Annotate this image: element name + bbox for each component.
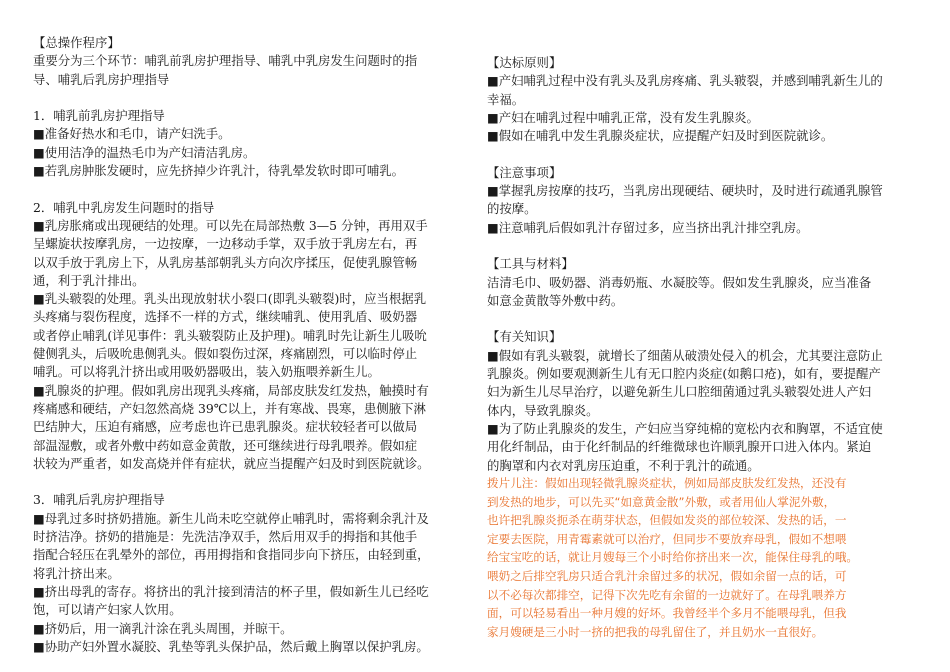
section-line: 饱，可以请产妇家人饮用。 bbox=[33, 602, 182, 618]
knowledge-line: 用化纤制品，由于化纤制品的纤维微球也许顺乳腺开口进入体内。紧迫 bbox=[487, 439, 872, 455]
standard-heading: 【达标原则】 bbox=[487, 55, 562, 70]
standard-line: ■产妇哺乳过程中没有乳头及乳房疼痛、乳头皲裂，并感到哺乳新生儿的 bbox=[487, 73, 883, 89]
section-line: 哺乳。可以将乳汁挤出或用吸奶器吸出，装入奶瓶喂养新生儿。 bbox=[33, 364, 380, 380]
section-title: 1．哺乳前乳房护理指导 bbox=[33, 108, 165, 124]
tools-line: 洁清毛巾、吸奶器、消毒奶瓶、水凝胶等。假如发生乳腺炎，应当准备 bbox=[487, 274, 872, 290]
section-line: 健侧乳头，后吸吮患侧乳头。假如裂伤过深，疼痛剧烈，可以临时停止 bbox=[33, 346, 418, 362]
knowledge-line: 的胸罩和内衣对乳房压迫重，不利于乳汁的疏通。 bbox=[487, 457, 760, 473]
tools-line: 如意金黄散等外敷中药。 bbox=[487, 292, 624, 308]
section-line: ■挤出母乳的寄存。将挤出的乳汁接到清洁的杯子里，假如新生儿已经吃 bbox=[33, 583, 429, 599]
section-line: 或者停止哺乳(详见事件：乳头皲裂防止及护理)。哺乳时先让新生儿吸吮 bbox=[33, 327, 427, 343]
cautions-line: ■注意哺乳后假如乳汁存留过多，应当挤出乳汁排空乳房。 bbox=[487, 219, 809, 235]
process-intro-line: 重要分为三个环节：哺乳前乳房护理指导、哺乳中乳房发生问题时的指 bbox=[33, 53, 418, 69]
annotation-line: 定要去医院，用青霉素就可以治疗，但同步不要放弃母乳，假如不想喂 bbox=[487, 531, 847, 546]
section-line: ■乳房胀痛或出现硬结的处理。可以先在局部热敷 3—5 分钟，再用双手 bbox=[33, 217, 428, 233]
section-line: 时挤洁净。挤奶的措施是：先洗洁净双手，然后用双手的拇指和其他手 bbox=[33, 529, 418, 545]
left-column bbox=[33, 34, 463, 656]
section-line: ■乳头皲裂的处理。乳头出现放射状小裂口(即乳头皲裂)时，应当根据乳 bbox=[33, 291, 427, 307]
process-intro-line: 导、哺乳后乳房护理指导 bbox=[33, 71, 170, 87]
knowledge-line: ■为了防止乳腺炎的发生，产妇应当穿纯棉的宽松内衣和胸罩，不适宜使 bbox=[487, 420, 883, 436]
cautions-line: ■掌握乳房按摩的技巧，当乳房出现硬结、硬块时，及时进行疏通乳腺管 bbox=[487, 183, 883, 199]
annotation-line: 给宝宝吃的话，就让月嫂每三个小时给你挤出来一次，能保住母乳的哦。 bbox=[487, 550, 859, 565]
section-title: 3．哺乳后乳房护理指导 bbox=[33, 492, 165, 508]
section-line: 以双手放于乳房上下，从乳房基部朝乳头方向次序揉压，促使乳腺管畅 bbox=[33, 254, 418, 270]
annotation-line: 也许把乳腺炎扼杀在萌芽状态，但假如发炎的部位较深、发热的话，一 bbox=[487, 513, 847, 528]
standard-line: 幸福。 bbox=[487, 91, 525, 107]
section-line: 指配合轻压在乳晕外的部位，再用拇指和食指同步向下挤压，由轻到重， bbox=[33, 547, 430, 563]
annotation-line: 家月嫂硬是三小时一挤的把我的母乳留住了，并且奶水一直很好。 bbox=[487, 624, 824, 639]
section-line: 疼痛感和硬结，产妇忽然高烧 39℃以上，并有寒战、畏寒，患侧腋下淋 bbox=[33, 400, 426, 416]
right-column bbox=[487, 54, 919, 475]
section-line: 通，利于乳汁排出。 bbox=[33, 272, 145, 288]
annotation-note bbox=[487, 474, 927, 641]
section-title: 2．哺乳中乳房发生问题时的指导 bbox=[33, 199, 215, 215]
annotation-line: 以不必每次都排空，记得下次先吃有余留的一边就好了。在母乳喂养方 bbox=[487, 587, 847, 602]
knowledge-heading: 【有关知识】 bbox=[487, 329, 562, 345]
standard-line: ■产妇在哺乳过程中哺乳正常，没有发生乳腺炎。 bbox=[487, 109, 759, 125]
cautions-line: 的按摩。 bbox=[487, 201, 537, 217]
cautions-heading: 【注意事项】 bbox=[487, 164, 562, 180]
section-line: 将乳汁挤出来。 bbox=[33, 565, 120, 581]
knowledge-line: 体内，导致乳腺炎。 bbox=[487, 402, 599, 418]
section-line: ■乳腺炎的护理。假如乳房出现乳头疼痛，局部皮肤发红发热，触摸时有 bbox=[33, 382, 429, 398]
annotation-line: 喂奶之后排空乳房只适合乳汁余留过多的状况，假如余留一点的话，可 bbox=[487, 568, 847, 583]
section-line: 状较为严重者，如发高烧并伴有症状，就应当提醒产妇及时到医院就诊。 bbox=[33, 455, 430, 471]
section-line: 呈螺旋状按摩乳房，一边按摩，一边移动手掌，双手放于乳房左右，再 bbox=[33, 236, 418, 252]
section-line: ■挤奶后，用一滴乳汁涂在乳头周围，并晾干。 bbox=[33, 620, 293, 636]
knowledge-line: ■假如有乳头皲裂，就增长了细菌从破溃处侵入的机会，尤其要注意防止 bbox=[487, 347, 883, 363]
knowledge-line: 妇为新生儿尽早治疗，以避免新生儿口腔细菌通过乳头皲裂处进人产妇 bbox=[487, 384, 872, 400]
knowledge-line: 乳腺炎。例如要观测新生儿有无口腔内炎症(如鹅口疮)，如有，要提醒产 bbox=[487, 366, 881, 382]
annotation-line: 到发热的地步，可以先买“如意黄金散”外敷，或者用仙人掌泥外敷， bbox=[487, 494, 836, 509]
annotation-line: 面，可以轻易看出一种月嫂的好坏。我曾经半个多月不能喂母乳，但我 bbox=[487, 606, 847, 621]
section-line: ■使用洁净的温热毛巾为产妇清洁乳房。 bbox=[33, 144, 256, 160]
standard-line: ■假如在哺乳中发生乳腺炎症状，应提醒产妇及时到医院就诊。 bbox=[487, 128, 834, 144]
section-line: 部温湿敷，或者外敷中药如意金黄散，还可继续进行母乳喂养。假如症 bbox=[33, 437, 418, 453]
annotation-line: 拨片儿注：假如出现轻微乳腺炎症状，例如局部皮肤发红发热，还没有 bbox=[487, 476, 847, 490]
section-line: 巴结肿大，压迫有痛感，应考虑也许已患乳腺炎。症状较轻者可以做局 bbox=[33, 419, 418, 435]
section-line: ■若乳房肿胀发硬时，应先挤掉少许乳汁，待乳晕发软时即可哺乳。 bbox=[33, 163, 405, 179]
tools-heading: 【工具与材料】 bbox=[487, 256, 574, 272]
section-line: ■母乳过多时挤奶措施。新生儿尚未吃空就停止哺乳时，需将剩余乳汁及 bbox=[33, 510, 429, 526]
section-line: ■协助产妇外置水凝胶、乳垫等乳头保护品，然后戴上胸罩以保护乳房。 bbox=[33, 638, 429, 654]
section-line: ■准备好热水和毛巾，请产妇洗手。 bbox=[33, 126, 231, 142]
section-line: 头疼痛与裂伤程度，选择不一样的方式，继续哺乳、使用乳盾、吸奶器 bbox=[33, 309, 418, 325]
process-heading: 【总操作程序】 bbox=[33, 35, 120, 50]
